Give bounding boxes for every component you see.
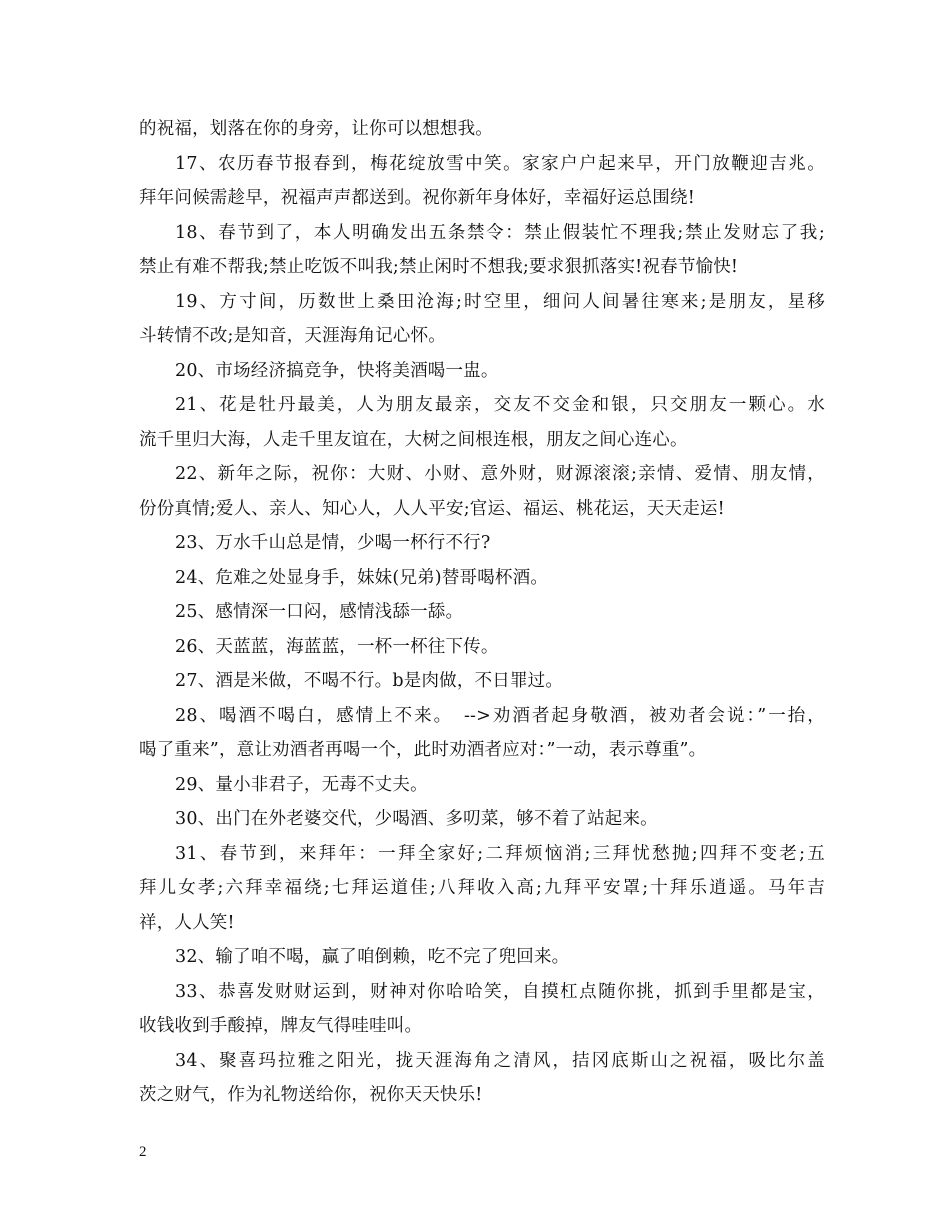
text-line: 31、春节到，来拜年：一拜全家好;二拜烦恼消;三拜忧愁抛;四拜不变老;五	[175, 843, 825, 864]
text-line: 20、市场经济搞竞争，快将美酒喝一盅。	[175, 360, 499, 381]
text-line: 18、春节到了，本人明确发出五条禁令：禁止假装忙不理我;禁止发财忘了我;	[175, 222, 825, 243]
text-line: 收钱收到手酸掉，牌友气得哇哇叫。	[139, 1016, 423, 1036]
text-line: 19、方寸间，历数世上桑田沧海;时空里，细问人间暑往寒来;是朋友，星移	[175, 291, 825, 312]
text-line: 23、万水千山总是情，少喝一杯行不行?	[175, 533, 491, 553]
text-line: 28、喝酒不喝白，感情上不来。 -->劝酒者起身敬酒，被劝者会说：”一抬，	[175, 705, 825, 726]
text-line: 喝了重来”，意让劝酒者再喝一个，此时劝酒者应对：”一动，表示尊重”。	[139, 740, 707, 760]
text-line: 禁止有难不帮我;禁止吃饭不叫我;禁止闲时不想我;要求狠抓落实!祝春节愉快!	[139, 257, 739, 277]
text-line: 份份真情;爱人、亲人、知心人，人人平安;官运、福运、桃花运，天天走运!	[139, 498, 725, 519]
text-line: 茨之财气，作为礼物送给你，祝你天天快乐!	[139, 1085, 483, 1105]
text-line: 的祝福，划落在你的身旁，让你可以想想我。	[139, 119, 493, 139]
text-line: 29、量小非君子，无毒不丈夫。	[175, 774, 428, 795]
text-line: 27、酒是米做，不喝不行。b是肉做，不日罪过。	[175, 671, 564, 691]
text-line: 30、出门在外老婆交代，少喝酒、多叨菜，够不着了站起来。	[175, 809, 658, 829]
text-line: 33、恭喜发财财运到，财神对你哈哈笑，自摸杠点随你挑，抓到手里都是宝，	[175, 981, 825, 1002]
text-line: 祥，人人笑!	[139, 912, 235, 933]
body-text	[139, 112, 825, 1113]
text-line: 22、新年之际，祝你：大财、小财、意外财，财源滚滚;亲情、爱情、朋友情，	[175, 464, 825, 484]
text-line: 17、农历春节报春到，梅花绽放雪中笑。家家户户起来早，开门放鞭迎吉兆。	[175, 153, 825, 174]
text-line: 34、聚喜玛拉雅之阳光，拢天涯海角之清风，拮冈底斯山之祝福，吸比尔盖	[175, 1050, 825, 1071]
text-line: 26、天蓝蓝，海蓝蓝，一杯一杯往下传。	[175, 636, 499, 657]
text-line: 拜年问候需趁早，祝福声声都送到。祝你新年身体好，幸福好运总围绕!	[139, 188, 695, 208]
text-line: 流千里归大海，人走千里友谊在，大树之间根连根，朋友之间心连心。	[139, 429, 688, 450]
text-line: 25、感情深一口闷，感情浅舔一舔。	[175, 602, 464, 622]
text-line: 32、输了咱不喝，赢了咱倒赖，吃不完了兜回来。	[175, 947, 570, 967]
page-number: 2	[139, 1144, 147, 1160]
text-line: 21、花是牡丹最美，人为朋友最亲，交友不交金和银，只交朋友一颗心。水	[175, 395, 825, 415]
text-line: 斗转情不改;是知音，天涯海角记心怀。	[139, 326, 446, 346]
text-line: 拜儿女孝;六拜幸福绕;七拜运道佳;八拜收入高;九拜平安罩;十拜乐逍遥。马年吉	[139, 878, 825, 898]
text-line: 24、危难之处显身手，妹妹(兄弟)替哥喝杯酒。	[175, 567, 549, 588]
